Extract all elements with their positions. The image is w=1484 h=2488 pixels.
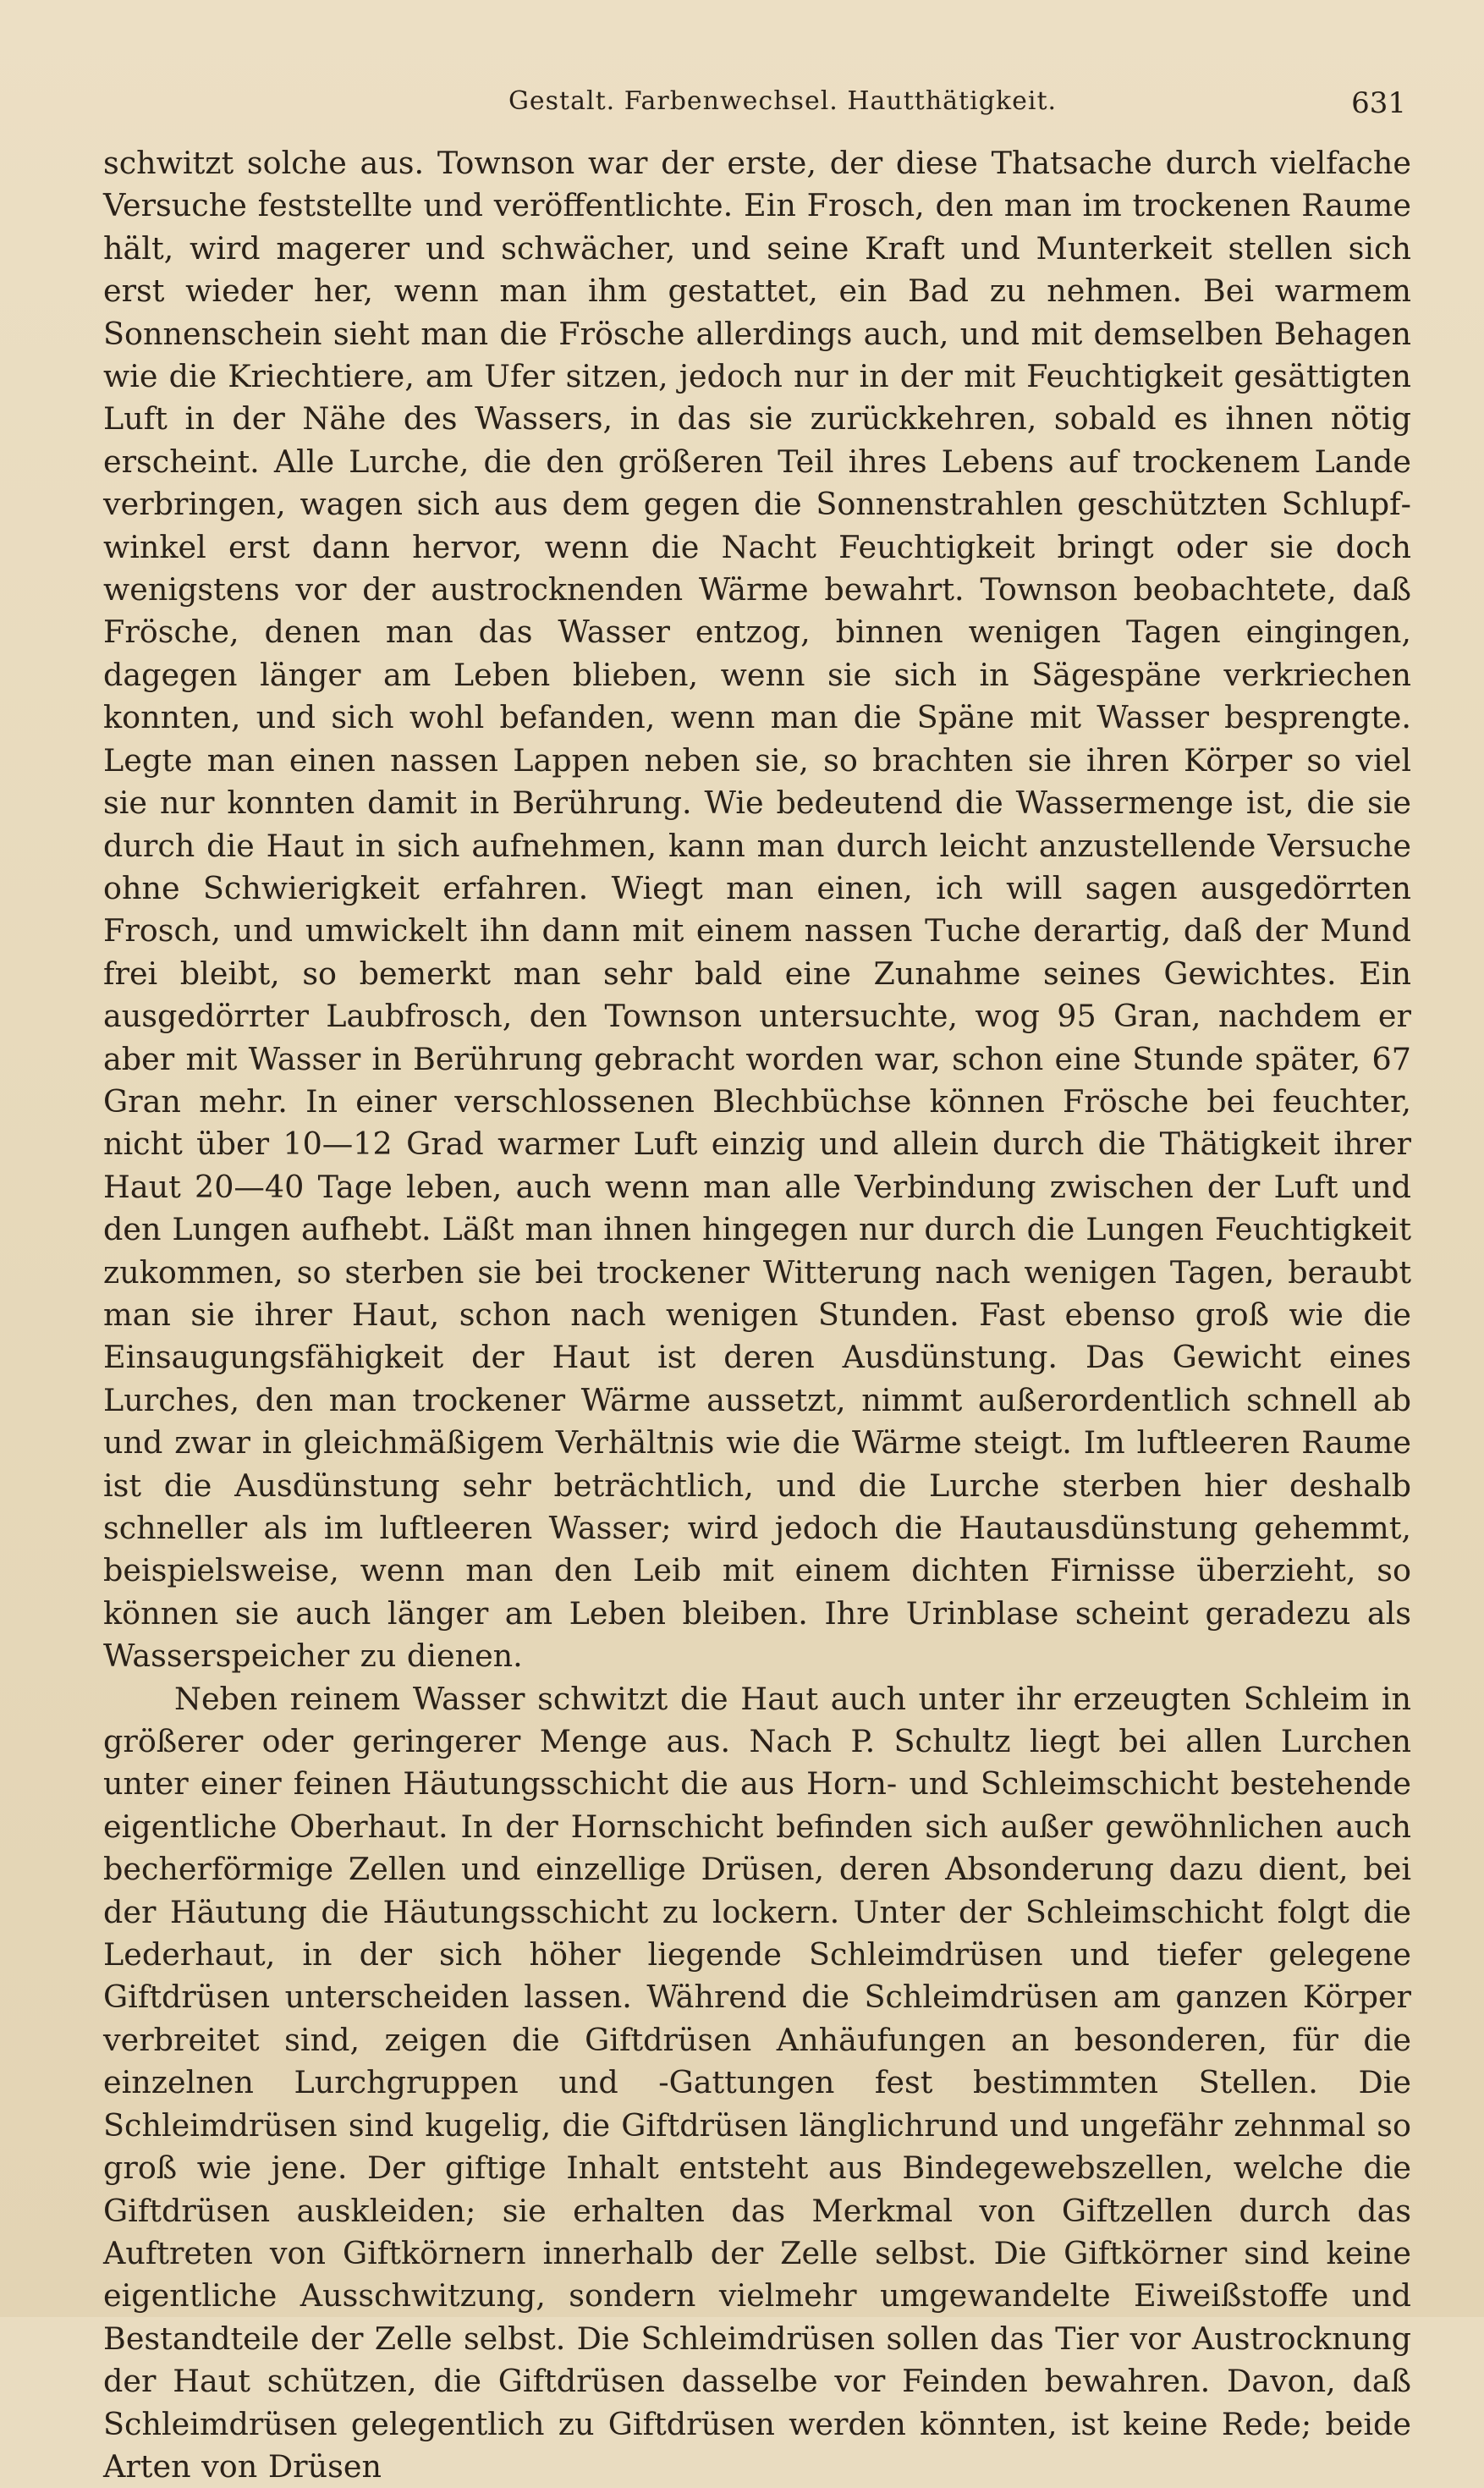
paragraph: Neben reinem Wasser schwitzt die Haut auch unter ihr erzeugten Schleim in größerer oder geringerer Menge aus. Nach P. Schultz liegt bei allen Lurchen unter einer feinen Häutungsschicht die aus Horn- und Schleimschicht bestehende eigentliche Oberhaut. In der Hornschicht befinden sich außer gewöhnlichen auch becherförmige Zellen und einzellige Drüsen, deren Absonderung dazu dient, bei der Häutung die Häutungsschicht zu lockern. Unter der Schleimschicht folgt die Lederhaut, in der sich höher liegende Schleimdrüsen und tiefer gelegene Giftdrüsen unterscheiden lassen. Während die Schleimdrüsen am ganzen Körper verbreitet sind, zeigen die Giftdrüsen Anhäufungen an besonderen, für die einzelnen Lurchgruppen und -Gattungen fest bestimmten Stellen. Die Schleimdrüsen sind kugelig, die Giftdrüsen länglichrund und ungefähr zehnmal so groß wie jene. Der giftige Inhalt entsteht aus Bindegewebszellen, welche die Giftdrüsen auskleiden; sie erhalten das Merkmal von Giftzellen durch das Auftreten von Giftkörnern innerhalb der Zelle selbst. Die Giftkörner sind keine eigentliche Ausschwitzung, sondern vielmehr umgewandelte Eiweißstoffe und Bestandteile der Zelle selbst. Die Schleimdrüsen sollen das Tier vor Austrocknung der Haut schützen, die Giftdrüsen dasselbe vor Feinden bewahren. Davon, daß Schleimdrüsen gelegentlich zu Giftdrüsen werden könnten, ist keine Rede; beide Arten von Drüsen [103,1680,1411,2485]
page-number: 631 [1351,86,1406,120]
running-title: Gestalt. Farbenwechsel. Hautthätigkeit. [508,86,1058,116]
body-text [103,142,1411,2488]
running-header [103,81,1411,142]
paragraph: schwitzt solche aus. Townson war der erste, der diese Thatsache durch vielfache Versuche feststellte und veröffentlichte. Ein Frosch, den man im trockenen Raume hält, wird magerer und schwächer, und seine Kraft und Munterkeit stellen sich erst wieder her, wenn man ihm gestattet, ein Bad zu nehmen. Bei warmem Sonnenschein sieht man die Frösche allerdings auch, und mit demselben Behagen wie die Kriechtiere, am Ufer sitzen, jedoch nur in der mit Feuchtigkeit gesättigten Luft in der Nähe des Wassers, in das sie zurückkehren, sobald es ihnen nötig erscheint. Alle Lurche, die den größeren Teil ihres Lebens auf trockenem Lande verbringen, wagen sich aus dem gegen die Sonnenstrahlen geschützten Schlupfwinkel erst dann hervor, wenn die Nacht Feuchtigkeit bringt oder sie doch wenigstens vor der austrocknenden Wärme bewahrt. Townson beobachtete, daß Frösche, denen man das Wasser entzog, binnen wenigen Tagen eingingen, dagegen länger am Leben blieben, wenn sie sich in Sägespäne verkriechen konnten, und sich wohl befanden, wenn man die Späne mit Wasser besprengte. Legte man einen nassen Lappen neben sie, so brachten sie ihren Körper so viel sie nur konnten damit in Berührung. Wie bedeutend die Wassermenge ist, die sie durch die Haut in sich aufnehmen, kann man durch leicht anzustellende Versuche ohne Schwierigkeit erfahren. Wiegt man einen, ich will sagen ausgedörrten Frosch, und umwickelt ihn dann mit einem nassen Tuche derartig, daß der Mund frei bleibt, so bemerkt man sehr bald eine Zunahme seines Gewichtes. Ein ausgedörrter Laubfrosch, den Townson untersuchte, wog 95 Gran, nachdem er aber mit Wasser in Berührung gebracht worden war, schon eine Stunde später, 67 Gran mehr. In einer verschlossenen Blechbüchse können Frösche bei feuchter, nicht über 10—12 Grad warmer Luft einzig und allein durch die Thätigkeit ihrer Haut 20—40 Tage leben, auch wenn man alle Verbindung zwischen der Luft und den Lungen aufhebt. Läßt man ihnen hingegen nur durch die Lungen Feuchtigkeit zukommen, so sterben sie bei trockener Witterung nach wenigen Tagen, beraubt man sie ihrer Haut, schon nach wenigen Stunden. Fast ebenso groß wie die Einsaugungsfähigkeit der Haut ist deren Ausdünstung. Das Gewicht eines Lurches, den man trockener Wärme aussetzt, nimmt außerordentlich schnell ab und zwar in gleichmäßigem Verhältnis wie die Wärme steigt. Im luftleeren Raume ist die Ausdünstung sehr beträchtlich, und die Lurche sterben hier deshalb schneller als im luftleeren Wasser; wird jedoch die Hautausdünstung gehemmt, beispielsweise, wenn man den Leib mit einem dichten Firnisse überzieht, so können sie auch länger am Leben bleiben. Ihre Urinblase scheint geradezu als Wasserspeicher zu dienen. [103,145,1411,1675]
